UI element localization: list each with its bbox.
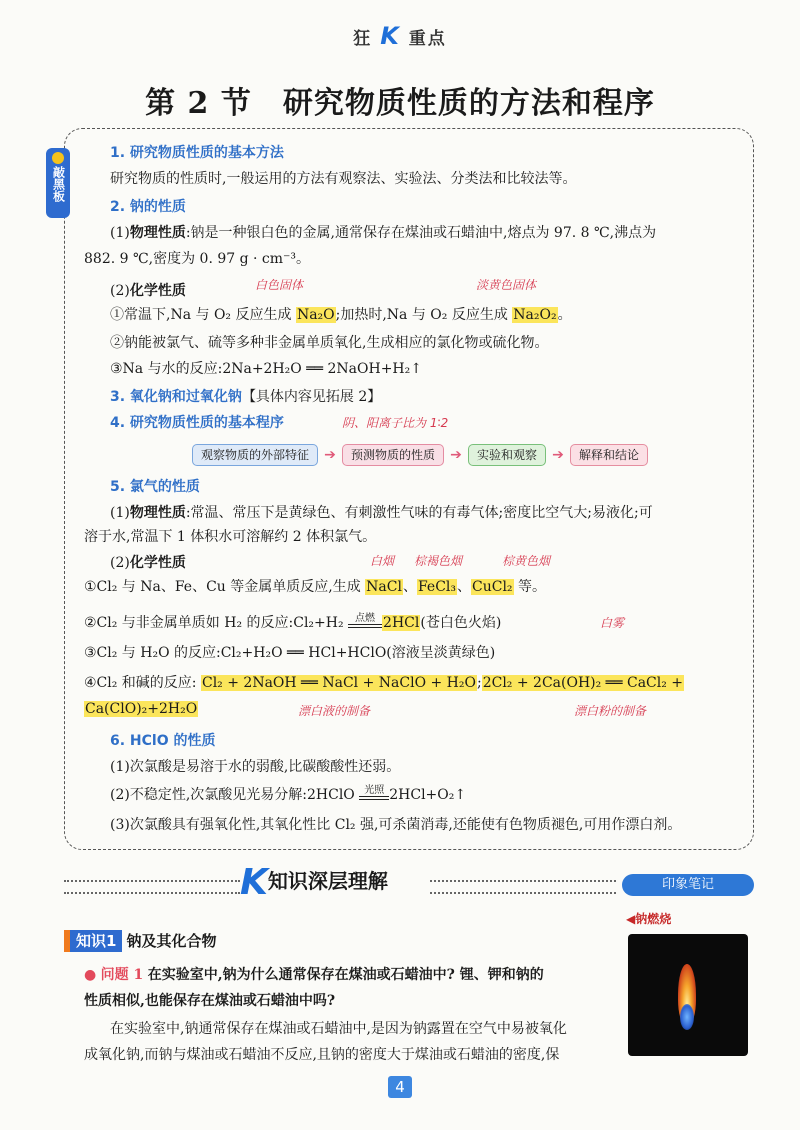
s2-chem-lead: (2): [110, 283, 130, 299]
s5-nacl: NaCl: [366, 579, 402, 595]
s5-c4a: ④Cl₂ 和碱的反应:: [84, 675, 201, 691]
s5-phys-label: 物理性质: [129, 505, 186, 521]
q1-answer-1: 在实验室中,钠通常保存在煤油或石蜡油中,是因为钠露置在空气中易被氧化: [110, 1021, 567, 1037]
sodium-burning-photo: [628, 934, 748, 1056]
procedure-flow: [192, 444, 648, 466]
s2-na2o: Na₂O: [296, 307, 335, 323]
s6-condition: [359, 785, 389, 806]
s5-cucl2: CuCl₂: [472, 579, 513, 595]
s5-phys-lead: (1): [110, 505, 130, 521]
s5-c4c: ;: [476, 675, 482, 691]
q1-text: 在实验室中,钠为什么通常保存在煤油或石蜡油中? 锂、钾和钠的: [147, 967, 544, 983]
flow-arrow-icon: ➔: [552, 447, 564, 463]
s2-c1e: 。: [557, 307, 572, 323]
note-white-fog: 白雾: [600, 616, 625, 630]
impression-notes-badge: 印象笔记: [622, 874, 754, 896]
s2-phys-lead: (1): [110, 225, 130, 241]
flow-step-observe: 观察物质的外部特征: [192, 444, 318, 466]
note-white-smoke: 白烟: [370, 554, 395, 568]
knowledge-heading: [64, 930, 216, 951]
s3-line: [110, 386, 780, 408]
flow-step-experiment: 实验和观察: [468, 444, 546, 466]
flow-arrow-icon: ➔: [450, 447, 462, 463]
s5-c2-equals: [348, 624, 382, 628]
deep-understanding-title: [240, 862, 388, 903]
s2-c1c: ;加热时,Na 与 O₂ 反应生成: [335, 307, 513, 323]
s5-c1e: 、: [457, 579, 472, 595]
s5-chem-4: [84, 672, 754, 694]
dotted-rule-left: [64, 880, 240, 894]
s6-heading: 6. HClO 的性质: [110, 733, 216, 749]
knowledge-tag: 知识1: [64, 930, 122, 952]
note-yellow-solid: 淡黄色固体: [476, 278, 537, 292]
note-brown-smoke: 棕褐色烟: [414, 554, 463, 568]
brand-right: 重点: [408, 29, 447, 49]
s5-c1a: ①Cl₂ 与 Na、Fe、Cu 等金属单质反应,生成: [84, 579, 366, 595]
s6-line2: [110, 784, 780, 806]
s5-phys-line2: 溶于水,常温下 1 体积水可溶解约 2 体积氯气。: [84, 529, 377, 545]
s6-l2a: (2)不稳定性,次氯酸见光易分解:2HClO: [110, 787, 360, 803]
sidebar-tab: [46, 148, 70, 218]
s5-c1c: 、: [402, 579, 417, 595]
dotted-rule-right: [430, 880, 616, 894]
s2-phys-label: 物理性质: [129, 225, 186, 241]
note-ion-ratio: 阴、阳离子比为 1∶2: [342, 416, 449, 430]
s5-c1g: 等。: [513, 579, 546, 595]
s5-fecl3: FeCl₃: [417, 579, 457, 595]
s5-chem-lead: (2): [110, 555, 130, 571]
s5-bleach-powder-eq: 2Cl₂ + 2Ca(OH)₂ ══ CaCl₂ +: [482, 675, 684, 691]
q1-bullet-icon: ●: [84, 967, 97, 983]
s5-bleach-liquid-eq: Cl₂ + 2NaOH ══ NaCl + NaClO + H₂O: [201, 675, 476, 691]
flow-step-conclude: 解释和结论: [570, 444, 648, 466]
s2-chem-label: 化学性质: [129, 283, 186, 299]
s3-heading: 3. 氧化钠和过氧化钠: [110, 389, 242, 405]
s6-cond-text: 光照: [364, 785, 385, 796]
deep-label: 知识深层理解: [267, 869, 388, 893]
q1-line: [84, 964, 614, 986]
note-white-solid: 白色固体: [255, 278, 304, 292]
sidebar-tab-label: 敲黑板: [51, 166, 66, 202]
s1-text: 研究物质的性质时,一般运用的方法有观察法、实验法、分类法和比较法等。: [110, 171, 577, 187]
brand-header: [0, 22, 800, 50]
s5-c2a: ②Cl₂ 与非金属单质如 H₂ 的反应:Cl₂+H₂: [84, 615, 349, 631]
s5-chem-2: [84, 612, 754, 634]
brand-k-logo: K: [380, 22, 401, 50]
s5-phys-text: :常温、常压下是黄绿色、有刺激性气味的有毒气体;密度比空气大;易液化;可: [185, 505, 653, 521]
note-bleach-liquid: 漂白液的制备: [298, 704, 371, 718]
s2-na2o2: Na₂O₂: [513, 307, 557, 323]
page-title: 第 2 节 研究物质性质的方法和程序: [145, 86, 655, 121]
s5-chem-4b: [84, 698, 754, 720]
s6-equals: [359, 796, 389, 800]
s5-phys-line: [110, 502, 780, 524]
page-number: 4: [388, 1076, 412, 1098]
s2-c1a: ①常温下,Na 与 O₂ 反应生成: [110, 307, 296, 323]
s5-heading: 5. 氯气的性质: [110, 479, 200, 495]
s5-c4e: Ca(ClO)₂+2H₂O: [85, 701, 198, 717]
tab-dot-icon: [52, 152, 64, 164]
q1-text2: 性质相似,也能保存在煤油或石蜡油中吗?: [84, 993, 336, 1009]
s5-2hcl: 2HCl: [383, 615, 420, 631]
deep-k-logo: K: [240, 862, 268, 903]
s2-chem-3: ③Na 与水的反应:2Na+2H₂O ══ 2NaOH+H₂↑: [110, 361, 422, 377]
note-bleach-powder: 漂白粉的制备: [574, 704, 647, 718]
brand-left: 狂: [353, 29, 373, 49]
s1-heading: 1. 研究物质性质的基本方法: [110, 145, 284, 161]
s2-heading: 2. 钠的性质: [110, 199, 186, 215]
q1-answer-2: 成氧化钠,而钠与煤油或石蜡油不反应,且钠的密度大于煤油或石蜡油的密度,保: [84, 1047, 560, 1063]
photo-caption: ◀钠燃烧: [626, 912, 672, 926]
s2-chem-1: [110, 304, 780, 326]
note-yellow-brown-smoke: 棕黄色烟: [502, 554, 551, 568]
s5-c2-condition: [348, 613, 382, 634]
s2-chem-label-line: [110, 280, 780, 302]
flame-base-image: [680, 1004, 694, 1030]
s2-phys-line: [110, 222, 780, 244]
s6-line1: (1)次氯酸是易溶于水的弱酸,比碳酸酸性还弱。: [110, 759, 401, 775]
s2-phys-text: :钠是一种银白色的金属,通常保存在煤油或石蜡油中,熔点为 97. 8 ℃,沸点为: [185, 225, 657, 241]
s6-line3: (3)次氯酸具有强氧化性,其氧化性比 Cl₂ 强,可杀菌消毒,还能使有色物质褪色,可用作漂白剂。: [110, 817, 682, 833]
s5-chem-label: 化学性质: [129, 555, 186, 571]
knowledge-label: 钠及其化合物: [126, 932, 217, 950]
s5-chem-1: [84, 576, 754, 598]
s4-heading: 4. 研究物质性质的基本程序: [110, 415, 284, 431]
s2-phys-line2: 882. 9 ℃,密度为 0. 97 g · cm⁻³。: [84, 251, 311, 267]
q1-lead: 问题 1: [100, 967, 144, 983]
s5-c2-cond-text: 点燃: [355, 613, 376, 624]
s5-chem-3: ③Cl₂ 与 H₂O 的反应:Cl₂+H₂O ══ HCl+HClO(溶液呈淡黄绿色): [84, 645, 496, 661]
s2-chem-2: ②钠能被氯气、硫等多种非金属单质氧化,生成相应的氯化物或硫化物。: [110, 335, 549, 351]
flow-arrow-icon: ➔: [324, 447, 336, 463]
s5-c2c: (苍白色火焰): [420, 615, 502, 631]
s3-tail: 【具体内容见拓展 2】: [241, 389, 382, 405]
flow-step-predict: 预测物质的性质: [342, 444, 444, 466]
s6-l2b: 2HCl+O₂↑: [389, 787, 467, 803]
